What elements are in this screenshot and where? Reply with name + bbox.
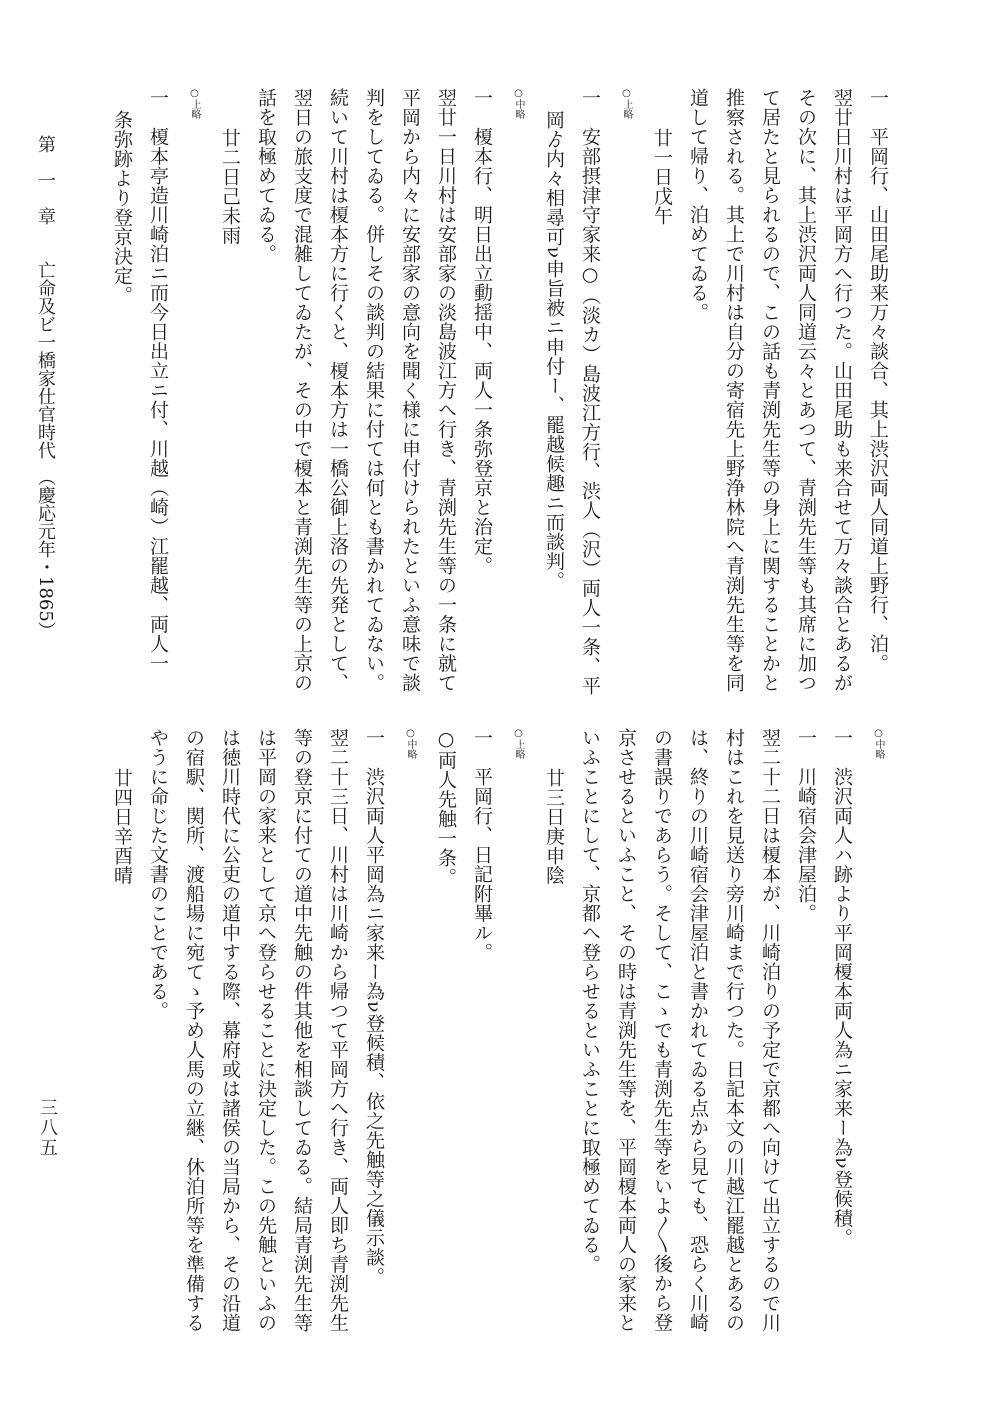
lower-text-line: の宿駅、関所、渡船場に宛てゝ予め人馬の立継、休泊所等を準備する [183, 728, 205, 1333]
upper-text-line: 廿二日己未雨 [219, 128, 241, 245]
page-number: 三八五 [37, 1098, 58, 1158]
lower-text-line: 一 川崎宿会津屋泊。 [795, 728, 817, 923]
upper-text-line: 翌廿日川村は平岡方へ行つた。山田尾助も来合せて万々談合とあるが [831, 88, 853, 693]
lower-text-line: ○中略 [873, 728, 884, 759]
upper-text-line: 話を取極めてゐる。 [255, 88, 277, 264]
upper-text-line: 平岡から内々に安部家の意向を聞く様に申付けられたといふ意味で談 [399, 88, 421, 693]
upper-text-line: 一 榎本亭造川崎泊ニ而今日出立ニ付、川越（崎）江罷越、両人一 [147, 88, 169, 673]
upper-text-line: 一 安部摂津守家来○（淡カ）島波江方行、渋人（沢）両人一条、平 [579, 88, 601, 696]
lower-text-line: やうに命じた文書のことである。 [147, 728, 169, 1021]
lower-text-line: 翌二十二日は榎本が、川崎泊りの予定で京都へ向けて出立するので川 [759, 728, 781, 1333]
upper-text-line: 翌廿一日川村は安部家の淡島波江方へ行き、青渕先生等の一条に就て [435, 88, 457, 693]
upper-text-line: 続いて川村は榎本方に行くと、榎本方は一橋公御上洛の先発として、 [327, 88, 349, 693]
lower-text-line: の書誤りであらう。そして、こゝでも青渕先生等をいよ〳〵後から登 [651, 728, 673, 1332]
lower-text-line: 一 平岡行、日記附畢ル。 [471, 728, 493, 962]
lower-text-line: は徳川時代に公吏の道中する際、幕府或は諸侯の当局から、その沿道 [219, 728, 241, 1333]
lower-text-section [104, 728, 896, 1333]
lower-text-line: 廿四日辛酉晴 [111, 768, 133, 885]
lower-text-line: 廿三日庚申陰 [543, 768, 565, 885]
chapter-running-footer: 第 一 章 亡命及ビ一橋家仕官時代 （慶応元年・1865） [35, 135, 56, 640]
lower-text-line: ○上略 [513, 728, 524, 759]
upper-text-line: 条弥跡より登京決定。 [111, 110, 133, 305]
upper-text-line: ○中略 [513, 88, 524, 119]
lower-text-line: 京させるといふこと、その時は青渕先生等を、平岡榎本両人の家来と [615, 728, 637, 1333]
upper-text-line: 道して帰り、泊めてゐる。 [687, 88, 709, 322]
upper-text-line: 廿一日戊午 [651, 128, 673, 226]
lower-text-line: 翌二十三日、川村は川崎から帰つて平岡方へ行き、両人即ち青渕先生 [327, 728, 349, 1333]
upper-text-line: ○上略 [189, 88, 200, 119]
lower-text-line: いふことにして、京都へ登らせるといふことに取極めてゐる。 [579, 728, 601, 1274]
lower-text-line: 村はこれを見送り旁川崎まで行つた。日記本文の川越江罷越とあるの [723, 728, 745, 1333]
upper-text-line: 一 平岡行、山田尾助来万々談合、其上渋沢両人同道上野行、泊。 [867, 88, 889, 673]
upper-text-line: 岡ゟ内々相尋可ν申旨被ニ申付ー、罷越候趣ニ而談判。 [543, 110, 565, 591]
upper-text-line: 翌日の旅支度で混雑してゐたが、その中で榎本と青渕先生等の上京の [291, 88, 313, 693]
lower-text-line: 一 渋沢両人ハ跡より平岡榎本両人為ニ家来ー為ν登候積。 [831, 728, 853, 1248]
lower-text-line: 一 渋沢両人平岡為ニ家来ー為ν登候積、依之先触等之儀示談。 [363, 728, 385, 1287]
lower-text-line: ○中略 [405, 728, 416, 759]
lower-text-line: ○両人先触一条。 [435, 728, 457, 887]
upper-text-line: て居たと見られるので、この話も青渕先生等の身上に関することかと [759, 88, 781, 693]
upper-text-line: 一 榎本行、明日出立動揺中、両人一条弥登京と治定。 [471, 88, 493, 576]
lower-text-line: 等の登京に付ての道中先触の件其他を相談してゐる。結局青渕先生等 [291, 728, 313, 1333]
upper-text-line: 判をしてゐる。併しその談判の結果に付ては何とも書かれてゐない。 [363, 88, 385, 693]
upper-text-section [104, 88, 896, 696]
upper-text-line: 推察される。其上で川村は自分の寄宿先上野浄林院へ青渕先生等を同 [723, 88, 745, 693]
upper-text-line: その次に、其上渋沢両人同道云々とあつて、青渕先生等も其席に加つ [795, 88, 817, 693]
lower-text-line: は平岡の家来として京へ登らせることに決定した。この先触といふの [255, 728, 277, 1333]
lower-text-line: は、終りの川崎宿会津屋泊と書かれてゐる点から見ても、恐らく川崎 [687, 728, 709, 1333]
upper-text-line: ○上略 [621, 88, 632, 119]
